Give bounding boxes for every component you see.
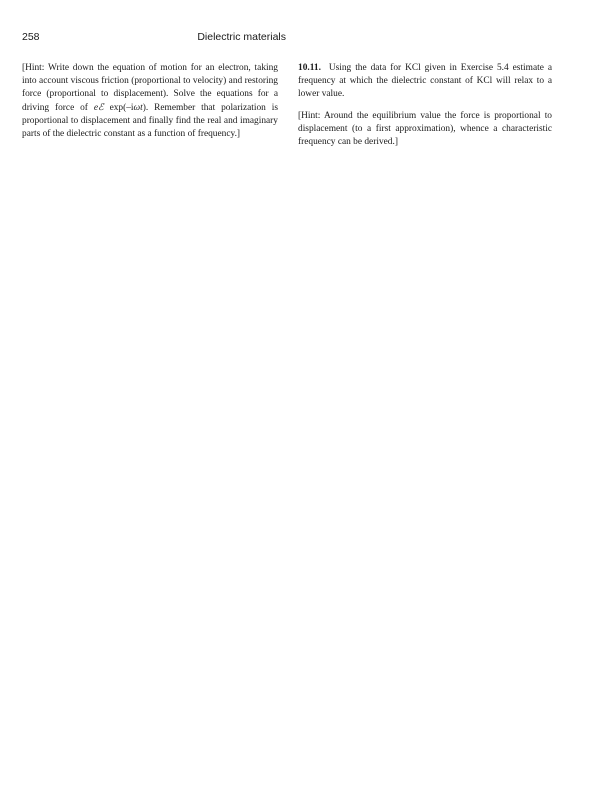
exercise-paragraph: [298, 62, 552, 102]
exercise-number: 10.11.: [298, 63, 321, 73]
hint-math-driving-field: eℰ: [93, 102, 104, 113]
hint-math-omega-t: ωt: [133, 102, 143, 113]
exercise-text: Using the data for KCl given in Exercise 5.4 estimate a frequency at which the dielectric constant of KCl will relax to a lower value.: [298, 63, 552, 100]
hint-paragraph-right: [Hint: Around the equilibrium value the force is proportional to displacement (to a first approximation), whence a characteristic frequency can be derived.]: [298, 110, 552, 148]
running-head: [22, 31, 290, 47]
hint-text-part2: exp(–i: [103, 102, 134, 113]
hint-text-part1: [Hint: Write down the equation of motion for an electron, taking into account viscous friction (proportional to velocity) and restoring force (proportional to displacement). Solve the equations for a driving force of: [22, 63, 278, 113]
chapter-title: Dielectric materials: [197, 31, 286, 43]
hint-text-part3: ). Remember that polarization is proportional to displacement and finally find the real and imaginary parts of the dielectric constant as a function of frequency.]: [22, 102, 278, 140]
hint-paragraph-left: [22, 62, 278, 141]
left-column: [22, 62, 278, 149]
page-number: 258: [22, 31, 40, 43]
right-column: [298, 62, 552, 157]
